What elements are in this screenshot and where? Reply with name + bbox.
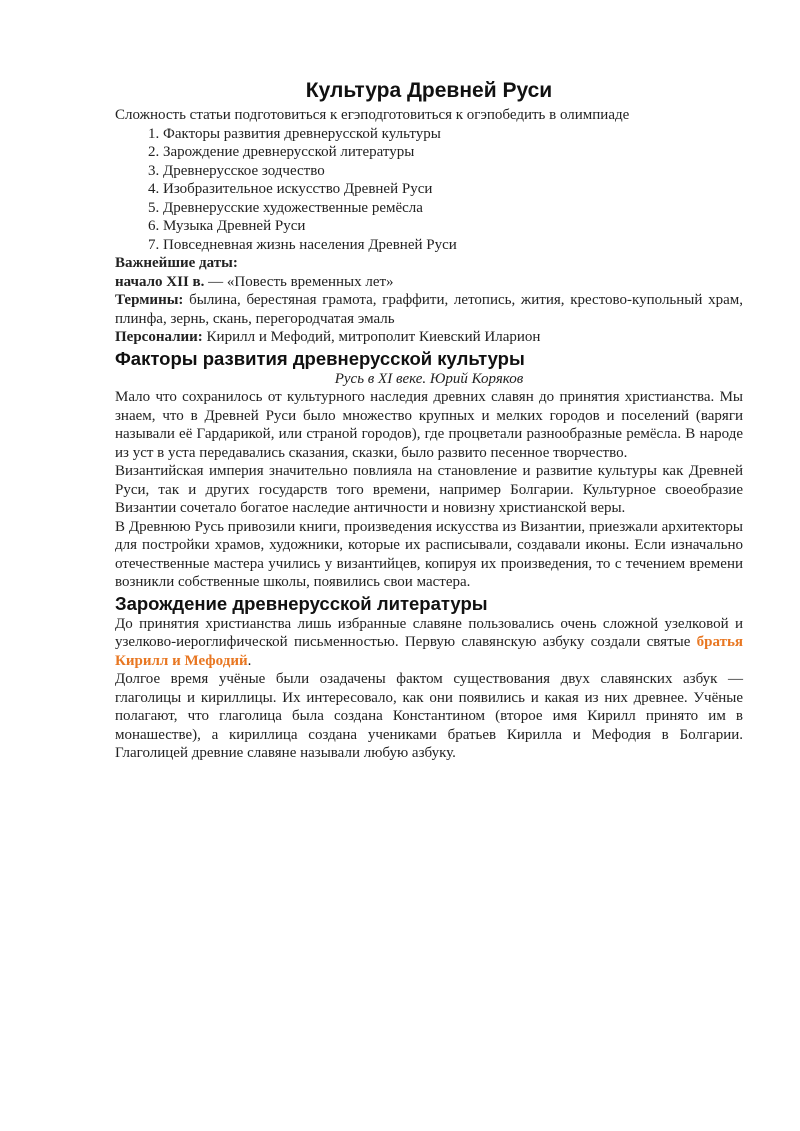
persons-block [115, 328, 743, 347]
toc-item[interactable]: 7. Повседневная жизнь населения Древней Руси [163, 236, 743, 255]
persons-label: Персоналии: [115, 329, 203, 345]
page-title: Культура Древней Руси [305, 79, 553, 102]
section-heading: Факторы развития древнерусской культуры [115, 347, 525, 369]
date-label: начало XII в. [115, 273, 205, 290]
paragraph-text: . [247, 652, 252, 669]
date-item [115, 273, 743, 292]
terms-label: Термины: [115, 292, 184, 308]
paragraph: Долгое время учёные были озадачены фактом существования двух славянских азбук — глаголицы и кириллицы. Их интересовало, как они появились и какая из них древнее. Учёные полагают, что глаголица была создана Константином (второе имя Кирилл принято им в монашестве), а кириллица создана учениками братьев Кирилла и Мефодия в Болгарии. Глаголицей древние славяне называли любую азбуку. [115, 671, 743, 761]
dates-heading: Важнейшие даты: [115, 255, 238, 271]
date-text: — «Повесть временных лет» [204, 273, 394, 290]
terms-block [115, 291, 743, 328]
section-heading: Зарождение древнерусской литературы [115, 592, 488, 614]
paragraph [115, 615, 743, 671]
toc-item[interactable]: 2. Зарождение древнерусской литературы [163, 143, 743, 162]
document-page [115, 78, 743, 763]
dates-block [115, 254, 743, 273]
table-of-contents [115, 125, 743, 255]
toc-item[interactable]: 1. Факторы развития древнерусской культуры [163, 125, 743, 144]
paragraph-text: До принятия христианства лишь избранные славяне пользовались очень сложной узелковой и узелково-иероглифической письменностью. Первую славянскую азбуку создали святые [115, 615, 743, 650]
paragraph: Византийская империя значительно повлияла на становление и развитие культуры как Древней Руси, так и других государств того времени, например Болгарии. Культурное своеобразие Византии сочетало богатое наследие античности и новизну христианской веры. [115, 463, 743, 516]
toc-item[interactable]: 6. Музыка Древней Руси [163, 217, 743, 236]
difficulty-line: Сложность статьи подготовиться к егэподготовиться к огэпобедить в олимпиаде [115, 107, 630, 123]
toc-item[interactable]: 4. Изобразительное искусство Древней Руси [163, 180, 743, 199]
toc-item[interactable]: 3. Древнерусское зодчество [163, 162, 743, 181]
paragraph: Мало что сохранилось от культурного наследия древних славян до принятия христианства. Мы знаем, что в Древней Руси было множество крупных и мелких городов и поселений (варяги называли её Гардарикой, или страной городов), где процветали разнообразные ремёсла. В народе из уст в уста передавались сказания, сказки, было развито песенное творчество. [115, 389, 743, 461]
terms-text: былина, берестяная грамота, граффити, летопись, жития, крестово-купольный храм, плинфа, зернь, скань, перегородчатая эмаль [115, 292, 743, 327]
image-caption: Русь в XI веке. Юрий Коряков [334, 370, 524, 387]
kirill-methodius-link[interactable]: братья Кирилл и Мефодий [115, 634, 743, 669]
persons-text: Кирилл и Мефодий, митрополит Киевский Иларион [202, 329, 541, 345]
paragraph: В Древнюю Русь привозили книги, произведения искусства из Византии, приезжали архитекторы для постройки храмов, художники, которые их расписывали, создавали иконы. Если изначально отечественные мастера учились у византийцев, копируя их произведения, то с течением времени возникли собственные школы, появились свои мастера. [115, 518, 743, 590]
toc-item[interactable]: 5. Древнерусские художественные ремёсла [163, 199, 743, 218]
